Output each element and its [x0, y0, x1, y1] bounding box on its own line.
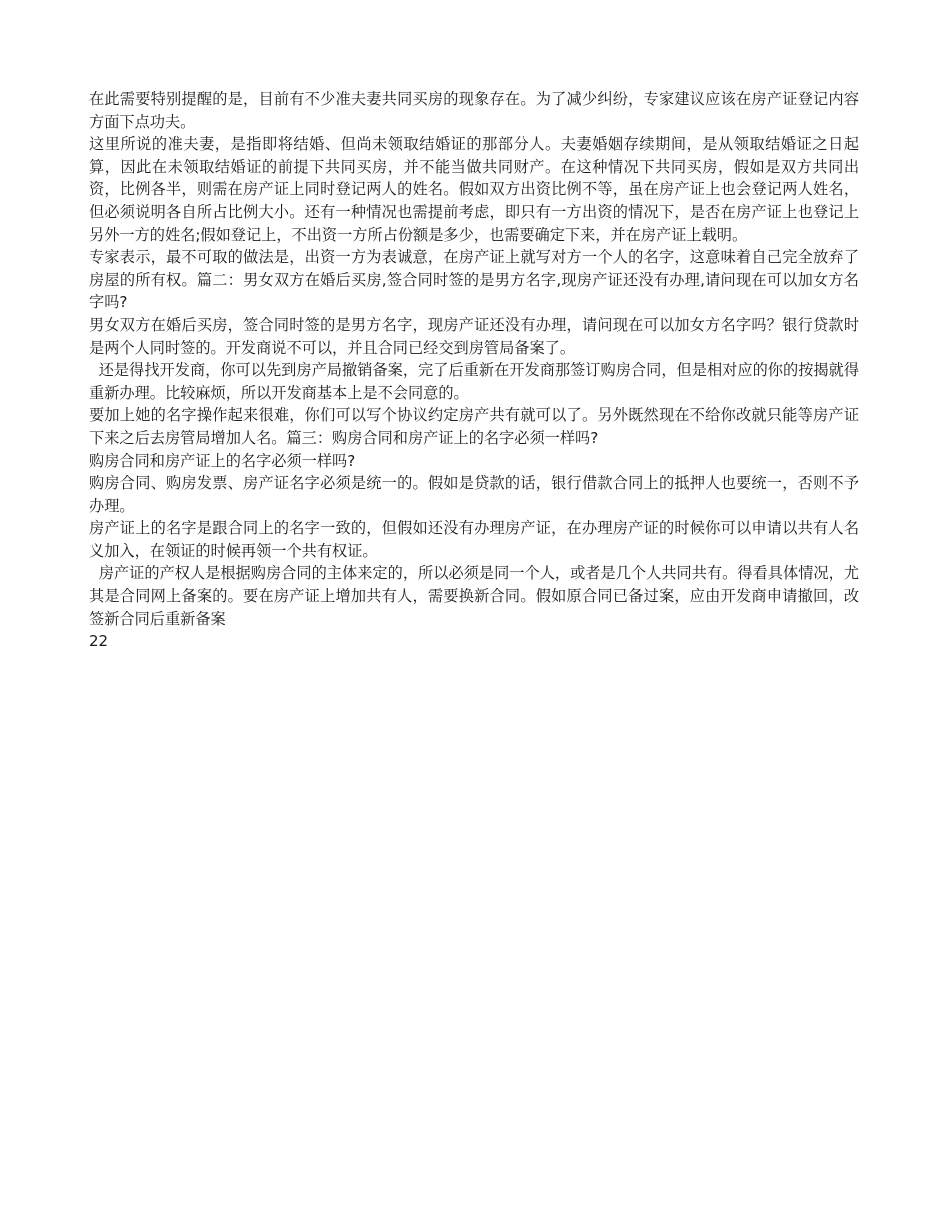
- paragraph-6: 要加上她的名字操作起来很难，你们可以写个协议约定房产共有就可以了。另外既然现在不给你改就只能等房产证下来之后去房管局增加人名。篇三：购房合同和房产证上的名字必须一样吗?: [89, 406, 859, 447]
- paragraph-8: 购房合同、购房发票、房产证名字必须是统一的。假如是贷款的话，银行借款合同上的抵押人也要统一，否则不予办理。: [89, 474, 859, 515]
- paragraph-2: 这里所说的准夫妻，是指即将结婚、但尚未领取结婚证的那部分人。夫妻婚姻存续期间，是从领取结婚证之日起算，因此在未领取结婚证的前提下共同买房，并不能当做共同财产。在这种情况下共同买房，假如是双方共同出资，比例各半，则需在房产证上同时登记两人的姓名。假如双方出资比例不等，虽在房产证上也会登记两人姓名，但必须说明各自所占比例大小。还有一种情况也需提前考虑，即只有一方出资的情况下，是否在房产证上也登记上另外一方的姓名;假如登记上，不出资一方所占份额是多少，也需要确定下来，并在房产证上载明。: [89, 135, 859, 244]
- paragraph-4: 男女双方在婚后买房，签合同时签的是男方名字，现房产证还没有办理，请问现在可以加女方名字吗？银行贷款时是两个人同时签的。开发商说不可以，并且合同已经交到房管局备案了。: [89, 315, 859, 357]
- document-body: [89, 88, 859, 653]
- page-number: 22: [89, 632, 109, 651]
- paragraph-10: 房产证的产权人是根据购房合同的主体来定的，所以必须是同一个人，或者是几个人共同共有。得看具体情况，尤其是合同网上备案的。要在房产证上增加共有人，需要换新合同。假如原合同已备过案，应由开发商申请撤回，改签新合同后重新备案: [89, 564, 860, 628]
- paragraph-3: 专家表示，最不可取的做法是，出资一方为表诚意，在房产证上就写对方一个人的名字，这意味着自己完全放弃了房屋的所有权。篇二：男女双方在婚后买房,签合同时签的是男方名字,现房产证还没有办理,请问现在可以加女方名字吗?: [89, 248, 859, 312]
- paragraph-1: 在此需要特别提醒的是，目前有不少准夫妻共同买房的现象存在。为了减少纠纷，专家建议应该在房产证登记内容方面下点功夫。: [89, 90, 859, 131]
- paragraph-5: 还是得找开发商，你可以先到房产局撤销备案，完了后重新在开发商那签订购房合同，但是相对应的你的按揭就得重新办理。比较麻烦，所以开发商基本上是不会同意的。: [89, 361, 860, 402]
- paragraph-9: 房产证上的名字是跟合同上的名字一致的，但假如还没有办理房产证，在办理房产证的时候你可以申请以共有人名义加入，在领证的时候再领一个共有权证。: [89, 519, 859, 560]
- paragraph-7: 购房合同和房产证上的名字必须一样吗?: [89, 451, 356, 470]
